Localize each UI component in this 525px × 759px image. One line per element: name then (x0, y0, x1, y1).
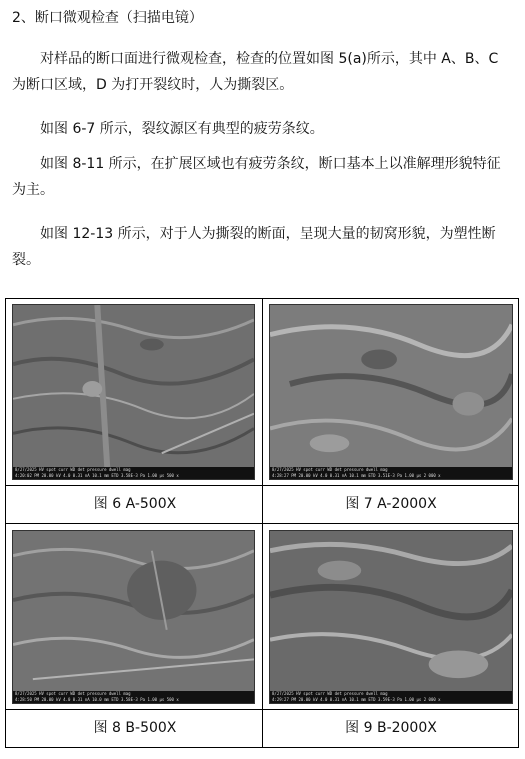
figure-caption-8: 图 8 B-500X (93, 720, 177, 736)
sem-info-bar (270, 691, 512, 703)
sem-info-line-2: 4:29:27 PM 20.00 kV 4.0 0.31 nA 10.1 mm ETD 3.59E-3 Pa 1.00 µs 2 000 x (272, 697, 441, 702)
sem-image-fig8 (12, 530, 255, 704)
sem-image-fig6 (12, 304, 255, 480)
paragraph-3 (12, 151, 512, 203)
sem-info-bar (270, 467, 512, 479)
figure-table (5, 298, 519, 748)
sem-info-line-1: 8/27/2025 HV spot curr WD det pressure dwell mag (272, 467, 388, 472)
table-divider-2 (6, 523, 518, 524)
sem-image-fig9 (269, 530, 513, 704)
figure-caption-7: 图 7 A-2000X (345, 496, 437, 512)
sem-info-line-2: 4:20:02 PM 20.00 kV 4.0 0.31 nA 10.1 mm ETD 3.58E-3 Pa 1.00 µs 500 x (15, 473, 179, 478)
section-title: 2、断口微观检查（扫描电镜） (12, 10, 203, 26)
paragraph-1 (12, 46, 512, 98)
sem-info-bar (13, 691, 254, 703)
sem-info-line-2: 4:28:27 PM 20.00 kV 4.0 0.31 nA 10.1 mm ETD 3.51E-3 Pa 1.00 µs 2 000 x (272, 473, 441, 478)
paragraph-2 (12, 116, 512, 142)
sem-image-fig7 (269, 304, 513, 480)
paragraph-2-text: 如图 6-7 所示，裂纹源区有典型的疲劳条纹。 (40, 121, 324, 137)
sem-info-line-2: 4:28:50 PM 20.00 kV 4.0 0.31 nA 10.0 mm ETD 3.58E-3 Pa 1.00 µs 500 x (15, 697, 179, 702)
figure-caption-6: 图 6 A-500X (93, 496, 177, 512)
sem-info-line-1: 8/27/2025 HV spot curr WD det pressure dwell mag (15, 691, 131, 696)
figure-caption-9: 图 9 B-2000X (345, 720, 437, 736)
paragraph-4-text: 如图 12-13 所示，对于人为撕裂的断面，呈现大量的韧窝形貌，为塑性断裂。 (12, 226, 496, 268)
sem-info-line-1: 8/27/2025 HV spot curr WD det pressure dwell mag (15, 467, 131, 472)
sem-info-line-1: 8/27/2025 HV spot curr WD det pressure dwell mag (272, 691, 388, 696)
paragraph-1-text: 对样品的断口面进行微观检查，检查的位置如图 5(a)所示，其中 A、B、C 为断口区域，D 为打开裂纹时，人为撕裂区。 (12, 51, 499, 93)
paragraph-3-text: 如图 8-11 所示，在扩展区域也有疲劳条纹，断口基本上以准解理形貌特征为主。 (12, 156, 501, 198)
sem-info-bar (13, 467, 254, 479)
paragraph-4 (12, 221, 512, 273)
